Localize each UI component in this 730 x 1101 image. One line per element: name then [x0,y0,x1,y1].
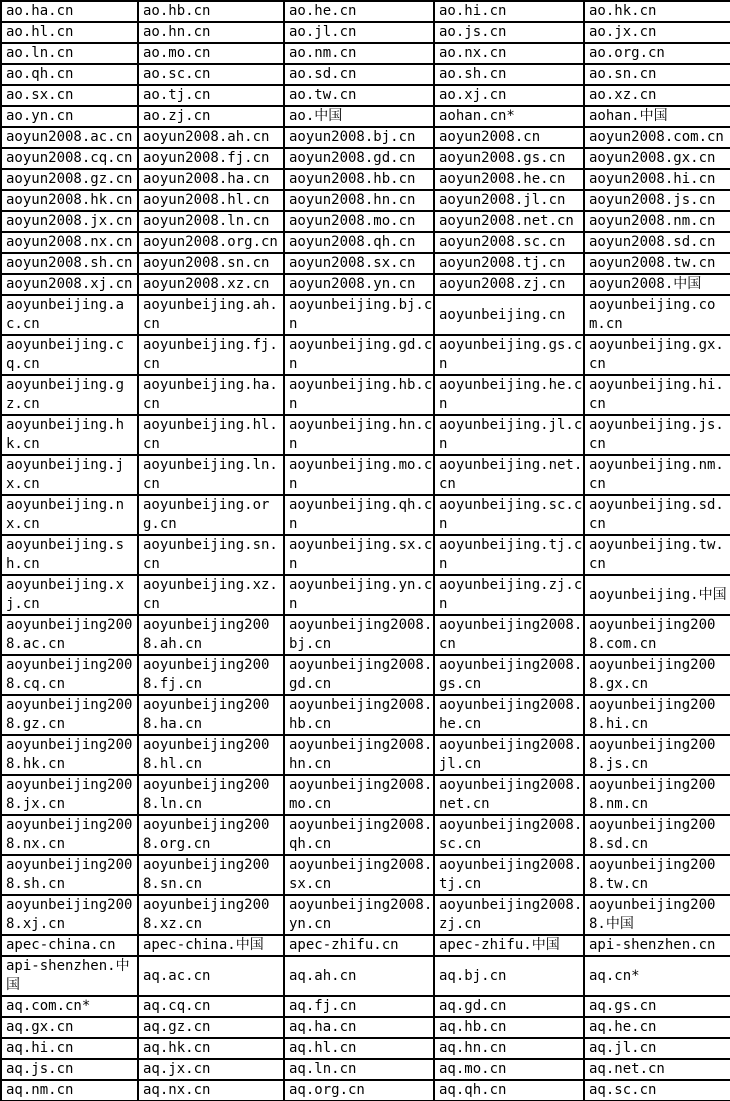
domain-cell: aoyunbeijing2008.tw.cn [584,855,730,895]
domain-cell: aoyunbeijing2008.nx.cn [1,815,138,855]
domain-cell: aoyun2008.hk.cn [1,190,138,211]
domain-cell: aq.cq.cn [138,996,284,1017]
domain-cell: aoyun2008.zj.cn [434,274,584,295]
domain-cell: aoyun2008.yn.cn [284,274,434,295]
domain-cell: aq.js.cn [1,1059,138,1080]
domain-cell: aoyun2008.cn [434,127,584,148]
domain-cell: ao.hb.cn [138,1,284,22]
domain-cell: aoyunbeijing.js.cn [584,415,730,455]
domain-cell: aoyunbeijing2008.sn.cn [138,855,284,895]
table-row [1,695,730,735]
domain-cell: aoyunbeijing.zj.cn [434,575,584,615]
table-row [1,43,730,64]
domain-cell: ao.jl.cn [284,22,434,43]
domain-cell: aq.hb.cn [434,1017,584,1038]
domain-cell: aoyun2008.ah.cn [138,127,284,148]
domain-cell: aoyunbeijing2008.jx.cn [1,775,138,815]
domain-cell: ao.he.cn [284,1,434,22]
domain-cell: aoyun2008.中国 [584,274,730,295]
domain-cell: aoyunbeijing2008.xz.cn [138,895,284,935]
domain-cell: aoyunbeijing2008.org.cn [138,815,284,855]
domain-cell: aoyun2008.gz.cn [1,169,138,190]
domain-cell: aoyunbeijing.sd.cn [584,495,730,535]
domain-cell: aoyun2008.hl.cn [138,190,284,211]
domain-cell: aoyunbeijing.sc.cn [434,495,584,535]
domain-cell: aoyunbeijing.gs.cn [434,335,584,375]
domain-cell: aq.hi.cn [1,1038,138,1059]
domain-cell: ao.jx.cn [584,22,730,43]
domain-cell: aoyunbeijing2008.ln.cn [138,775,284,815]
domain-cell: aq.ac.cn [138,956,284,996]
domain-cell: aq.he.cn [584,1017,730,1038]
domain-cell: aoyunbeijing.sh.cn [1,535,138,575]
domain-cell: aoyunbeijing2008.hb.cn [284,695,434,735]
domain-cell: aoyunbeijing2008.sd.cn [584,815,730,855]
domain-cell: ao.nm.cn [284,43,434,64]
table-row [1,996,730,1017]
domain-cell: ao.tj.cn [138,85,284,106]
table-row [1,455,730,495]
domain-cell: ao.hk.cn [584,1,730,22]
domain-cell: ao.sd.cn [284,64,434,85]
domain-cell: ao.sc.cn [138,64,284,85]
domain-cell: aoyun2008.bj.cn [284,127,434,148]
domain-cell: api-shenzhen.cn [584,935,730,956]
domain-cell: aq.ah.cn [284,956,434,996]
domain-cell: aq.gz.cn [138,1017,284,1038]
domain-cell: aoyunbeijing2008.net.cn [434,775,584,815]
domain-cell: aoyunbeijing2008.he.cn [434,695,584,735]
table-row [1,335,730,375]
domain-cell: aoyunbeijing.com.cn [584,295,730,335]
domain-cell: aoyun2008.ac.cn [1,127,138,148]
domain-cell: aq.gs.cn [584,996,730,1017]
domain-cell: aoyunbeijing.hi.cn [584,375,730,415]
domain-cell: aoyunbeijing.fj.cn [138,335,284,375]
domain-cell: aoyun2008.hi.cn [584,169,730,190]
domain-cell: aoyunbeijing.ha.cn [138,375,284,415]
domain-cell: aoyun2008.sx.cn [284,253,434,274]
domain-cell: ao.sx.cn [1,85,138,106]
domain-cell: aoyunbeijing2008.zj.cn [434,895,584,935]
domain-cell: aoyunbeijing.gx.cn [584,335,730,375]
table-row [1,575,730,615]
domain-cell: aoyunbeijing.tj.cn [434,535,584,575]
domain-cell: ao.sh.cn [434,64,584,85]
domain-cell: aoyunbeijing2008.hl.cn [138,735,284,775]
domain-cell: aq.bj.cn [434,956,584,996]
domain-cell: aoyun2008.sn.cn [138,253,284,274]
domain-cell: aq.org.cn [284,1080,434,1101]
domain-cell: aoyunbeijing.xj.cn [1,575,138,615]
domain-cell: aoyunbeijing.hn.cn [284,415,434,455]
domain-cell: aoyun2008.xz.cn [138,274,284,295]
table-row [1,375,730,415]
domain-cell: aoyunbeijing.hk.cn [1,415,138,455]
domain-cell: aq.gx.cn [1,1017,138,1038]
domain-cell: aoyunbeijing2008.cq.cn [1,655,138,695]
domain-cell: aoyunbeijing2008.js.cn [584,735,730,775]
domain-cell: aoyunbeijing2008.ac.cn [1,615,138,655]
table-row [1,895,730,935]
domain-cell: aq.hl.cn [284,1038,434,1059]
domain-cell: aq.sc.cn [584,1080,730,1101]
domain-cell: aoyun2008.nx.cn [1,232,138,253]
domain-cell: aoyun2008.sh.cn [1,253,138,274]
domain-cell: ao.nx.cn [434,43,584,64]
domain-cell: aoyunbeijing.xz.cn [138,575,284,615]
domain-cell: aoyunbeijing.jl.cn [434,415,584,455]
domain-cell: aoyun2008.com.cn [584,127,730,148]
domain-cell: aq.ln.cn [284,1059,434,1080]
domain-cell: ao.mo.cn [138,43,284,64]
domain-cell: aoyunbeijing2008.jl.cn [434,735,584,775]
domain-cell: aq.nm.cn [1,1080,138,1101]
table-row [1,956,730,996]
domain-table-body [1,1,730,1101]
table-row [1,274,730,295]
domain-cell: aoyunbeijing2008.sc.cn [434,815,584,855]
domain-cell: aoyunbeijing.bj.cn [284,295,434,335]
domain-cell: aohan.中国 [584,106,730,127]
domain-cell: aoyunbeijing2008.gd.cn [284,655,434,695]
domain-cell: aoyunbeijing.gz.cn [1,375,138,415]
table-row [1,1080,730,1101]
table-row [1,1059,730,1080]
table-row [1,127,730,148]
domain-cell: ao.tw.cn [284,85,434,106]
domain-cell: aoyun2008.hn.cn [284,190,434,211]
domain-cell: aq.nx.cn [138,1080,284,1101]
domain-cell: aq.jl.cn [584,1038,730,1059]
domain-cell: ao.zj.cn [138,106,284,127]
table-row [1,85,730,106]
domain-cell: aoyunbeijing2008.hi.cn [584,695,730,735]
domain-cell: ao.yn.cn [1,106,138,127]
domain-cell: aoyunbeijing2008.hk.cn [1,735,138,775]
domain-cell: aoyunbeijing2008.xj.cn [1,895,138,935]
domain-cell: ao.中国 [284,106,434,127]
domain-cell: aoyunbeijing2008.yn.cn [284,895,434,935]
domain-cell: aoyunbeijing.jx.cn [1,455,138,495]
domain-cell: aoyun2008.gd.cn [284,148,434,169]
domain-cell: aoyunbeijing2008.sx.cn [284,855,434,895]
domain-cell: aq.net.cn [584,1059,730,1080]
domain-cell: aoyun2008.jx.cn [1,211,138,232]
domain-cell: aoyun2008.qh.cn [284,232,434,253]
domain-cell: aoyunbeijing2008.ah.cn [138,615,284,655]
domain-cell: apec-zhifu.cn [284,935,434,956]
domain-cell: api-shenzhen.中国 [1,956,138,996]
domain-cell: aoyunbeijing.sx.cn [284,535,434,575]
domain-cell: aoyunbeijing.hl.cn [138,415,284,455]
domain-cell: aoyunbeijing.yn.cn [284,575,434,615]
domain-cell: ao.js.cn [434,22,584,43]
table-row [1,815,730,855]
domain-cell: aoyun2008.sc.cn [434,232,584,253]
table-row [1,1038,730,1059]
domain-cell: ao.hi.cn [434,1,584,22]
table-row [1,232,730,253]
domain-cell: aoyunbeijing.ac.cn [1,295,138,335]
domain-cell: aoyunbeijing2008.qh.cn [284,815,434,855]
domain-cell: aoyun2008.ha.cn [138,169,284,190]
domain-cell: aoyunbeijing2008.bj.cn [284,615,434,655]
domain-cell: apec-china.中国 [138,935,284,956]
domain-cell: aoyunbeijing.net.cn [434,455,584,495]
domain-cell: aoyun2008.xj.cn [1,274,138,295]
domain-cell: aoyunbeijing.中国 [584,575,730,615]
table-row [1,935,730,956]
table-row [1,190,730,211]
domain-cell: aq.hn.cn [434,1038,584,1059]
table-row [1,169,730,190]
domain-cell: aoyunbeijing.nx.cn [1,495,138,535]
table-row [1,1017,730,1038]
table-row [1,211,730,232]
domain-cell: aoyunbeijing.mo.cn [284,455,434,495]
domain-cell: apec-zhifu.中国 [434,935,584,956]
domain-cell: aoyun2008.cq.cn [1,148,138,169]
domain-cell: aoyunbeijing2008.tj.cn [434,855,584,895]
domain-cell: aoyunbeijing.ah.cn [138,295,284,335]
domain-cell: aq.com.cn* [1,996,138,1017]
table-row [1,495,730,535]
domain-cell: aoyunbeijing2008.gz.cn [1,695,138,735]
domain-cell: ao.ha.cn [1,1,138,22]
domain-cell: aoyun2008.fj.cn [138,148,284,169]
domain-cell: aoyunbeijing2008.sh.cn [1,855,138,895]
table-row [1,1,730,22]
domain-cell: ao.hn.cn [138,22,284,43]
domain-cell: aq.cn* [584,956,730,996]
domain-cell: apec-china.cn [1,935,138,956]
domain-cell: aoyun2008.gs.cn [434,148,584,169]
domain-cell: ao.org.cn [584,43,730,64]
domain-cell: aq.qh.cn [434,1080,584,1101]
domain-cell: aoyun2008.he.cn [434,169,584,190]
domain-cell: aoyun2008.js.cn [584,190,730,211]
domain-cell: aohan.cn* [434,106,584,127]
table-row [1,535,730,575]
domain-cell: aoyunbeijing.tw.cn [584,535,730,575]
table-row [1,295,730,335]
domain-cell: aoyun2008.nm.cn [584,211,730,232]
table-row [1,148,730,169]
table-row [1,253,730,274]
domain-cell: aoyun2008.mo.cn [284,211,434,232]
domain-cell: aoyunbeijing.gd.cn [284,335,434,375]
domain-cell: aoyun2008.net.cn [434,211,584,232]
domain-cell: aoyunbeijing.sn.cn [138,535,284,575]
domain-cell: aoyunbeijing2008.fj.cn [138,655,284,695]
domain-cell: aoyunbeijing.org.cn [138,495,284,535]
domain-cell: aoyunbeijing.he.cn [434,375,584,415]
domain-cell: aoyun2008.hb.cn [284,169,434,190]
domain-cell: aoyun2008.jl.cn [434,190,584,211]
domain-cell: aoyunbeijing.ln.cn [138,455,284,495]
table-row [1,775,730,815]
domain-cell: aoyun2008.sd.cn [584,232,730,253]
domain-cell: aq.ha.cn [284,1017,434,1038]
domain-cell: ao.xz.cn [584,85,730,106]
domain-cell: aoyunbeijing.cq.cn [1,335,138,375]
domain-cell: aoyunbeijing.qh.cn [284,495,434,535]
domain-cell: aq.gd.cn [434,996,584,1017]
table-row [1,64,730,85]
domain-cell: aoyunbeijing.nm.cn [584,455,730,495]
domain-cell: aoyunbeijing2008.中国 [584,895,730,935]
table-row [1,615,730,655]
table-row [1,415,730,455]
domain-cell: aoyunbeijing2008.ha.cn [138,695,284,735]
domain-cell: aq.fj.cn [284,996,434,1017]
domain-cell: ao.sn.cn [584,64,730,85]
domain-cell: aoyunbeijing.cn [434,295,584,335]
domain-cell: aq.hk.cn [138,1038,284,1059]
domain-cell: aq.jx.cn [138,1059,284,1080]
domain-cell: aoyun2008.gx.cn [584,148,730,169]
domain-cell: aoyun2008.tw.cn [584,253,730,274]
domain-cell: aoyunbeijing2008.com.cn [584,615,730,655]
table-row [1,735,730,775]
domain-cell: ao.xj.cn [434,85,584,106]
domain-cell: aoyun2008.tj.cn [434,253,584,274]
table-row [1,22,730,43]
domain-cell: aoyunbeijing2008.mo.cn [284,775,434,815]
domain-cell: aoyunbeijing2008.gs.cn [434,655,584,695]
domain-cell: aq.mo.cn [434,1059,584,1080]
domain-cell: aoyunbeijing2008.nm.cn [584,775,730,815]
domain-cell: aoyunbeijing.hb.cn [284,375,434,415]
domain-cell: ao.qh.cn [1,64,138,85]
domain-cell: aoyunbeijing2008.hn.cn [284,735,434,775]
table-row [1,106,730,127]
domain-cell: aoyun2008.ln.cn [138,211,284,232]
domain-cell: aoyun2008.org.cn [138,232,284,253]
domain-cell: aoyunbeijing2008.gx.cn [584,655,730,695]
domain-cell: ao.hl.cn [1,22,138,43]
table-row [1,855,730,895]
domain-cell: aoyunbeijing2008.cn [434,615,584,655]
domain-cell: ao.ln.cn [1,43,138,64]
table-row [1,655,730,695]
